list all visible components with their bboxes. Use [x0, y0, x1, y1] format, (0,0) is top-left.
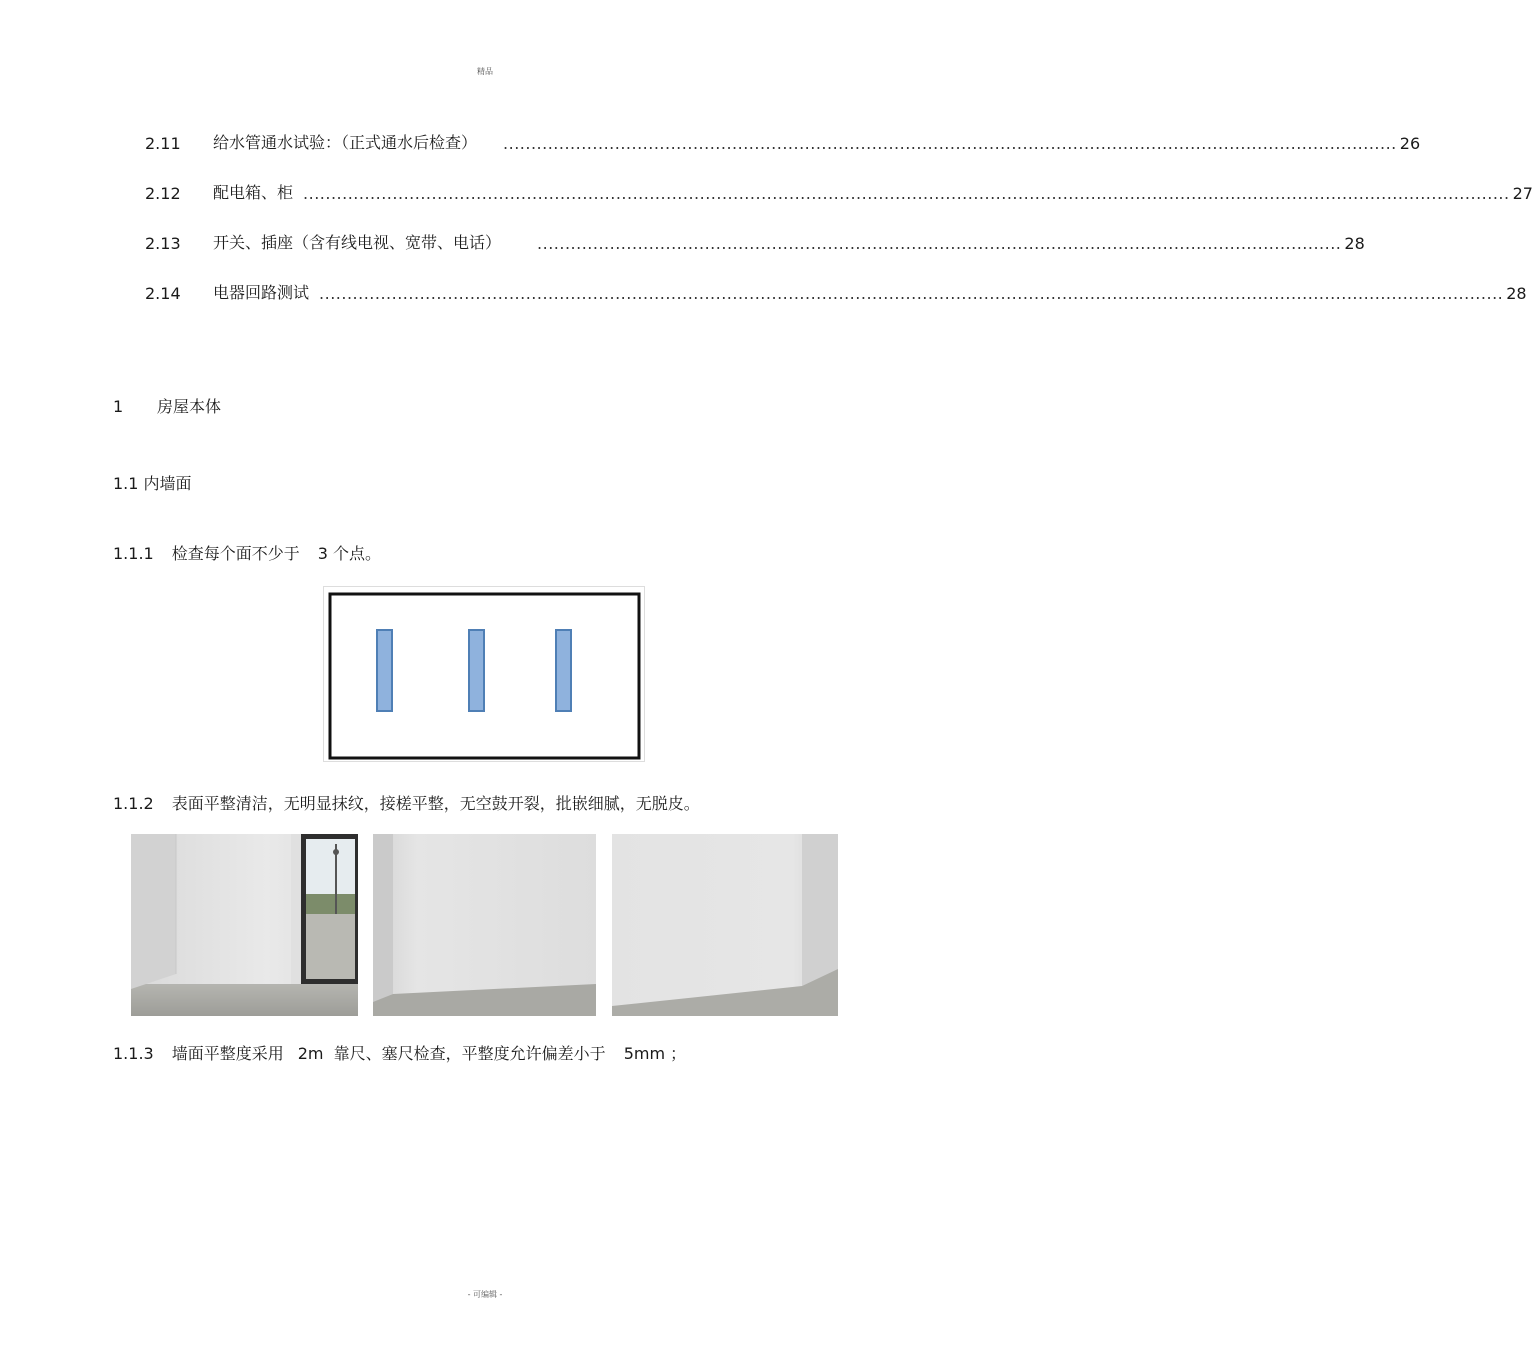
section-number: 1 [113, 397, 124, 416]
photo-room-corner-right [612, 834, 838, 1016]
check-point-marker [469, 630, 484, 711]
page-header-mark: 精品 [477, 67, 493, 76]
section-title: 内墙面 [143, 474, 192, 493]
item-text: 个点。 [333, 544, 382, 563]
toc-row-2-11[interactable] [145, 129, 1421, 153]
toc-leader-dots: ................................................................................................................................................ [537, 234, 1342, 253]
item-text: 表面平整清洁，无明显抹纹，接槎平整，无空鼓开裂，批嵌细腻，无脱皮。 [171, 794, 700, 813]
photo-room-corner-plain [373, 834, 596, 1016]
item-1-1-2 [113, 791, 700, 814]
check-point-marker [377, 630, 392, 711]
section-1-heading [113, 394, 221, 417]
toc-title: 电器回路测试 [213, 283, 310, 302]
toc-number: 2.12 [145, 184, 181, 203]
wall-check-points-diagram [323, 586, 645, 762]
toc-leader-dots: ........................................................................................................................................................................................................................ [303, 184, 1510, 203]
item-value: 3 [317, 544, 328, 563]
item-1-1-1 [113, 541, 381, 564]
toc-page-number: 28 [1344, 234, 1365, 253]
toc-number: 2.14 [145, 284, 181, 303]
photo-room-corner-with-glass-door [131, 834, 358, 1016]
toc-row-2-12[interactable] [145, 179, 1533, 203]
page-footer-mark: - 可编辑 - [467, 1290, 503, 1299]
item-value: 2m [297, 1044, 324, 1063]
item-number: 1.1.3 [113, 1044, 154, 1063]
item-1-1-3 [113, 1041, 686, 1064]
section-number: 1.1 [113, 474, 139, 493]
item-text: 靠尺、塞尺检查，平整度允许偏差小于 [333, 1044, 606, 1063]
section-1-1-heading [113, 471, 192, 494]
toc-title: 配电箱、柜 [213, 183, 294, 202]
toc-number: 2.13 [145, 234, 181, 253]
item-number: 1.1.2 [113, 794, 154, 813]
toc-row-2-14[interactable] [145, 279, 1527, 303]
item-text: ； [670, 1044, 687, 1063]
toc-page-number: 26 [1399, 134, 1421, 153]
toc-title: 开关、插座（含有线电视、宽带、电话） [213, 233, 502, 252]
toc-page-number: 27 [1512, 184, 1533, 203]
toc-leader-dots: .................................................................................................................................................................................................................... [319, 284, 1504, 303]
section-title: 房屋本体 [157, 397, 222, 416]
toc-number: 2.11 [145, 134, 181, 153]
toc-row-2-13[interactable] [145, 229, 1365, 253]
item-value: 5mm [623, 1044, 666, 1063]
item-text: 墙面平整度采用 [171, 1044, 284, 1063]
toc-page-number: 28 [1506, 284, 1527, 303]
toc-leader-dots: ................................................................................................................................................................ [503, 134, 1397, 153]
item-text: 检查每个面不少于 [171, 544, 300, 563]
item-number: 1.1.1 [113, 544, 154, 563]
check-point-marker [556, 630, 571, 711]
toc-title: 给水管通水试验：（正式通水后检查） [213, 133, 478, 152]
